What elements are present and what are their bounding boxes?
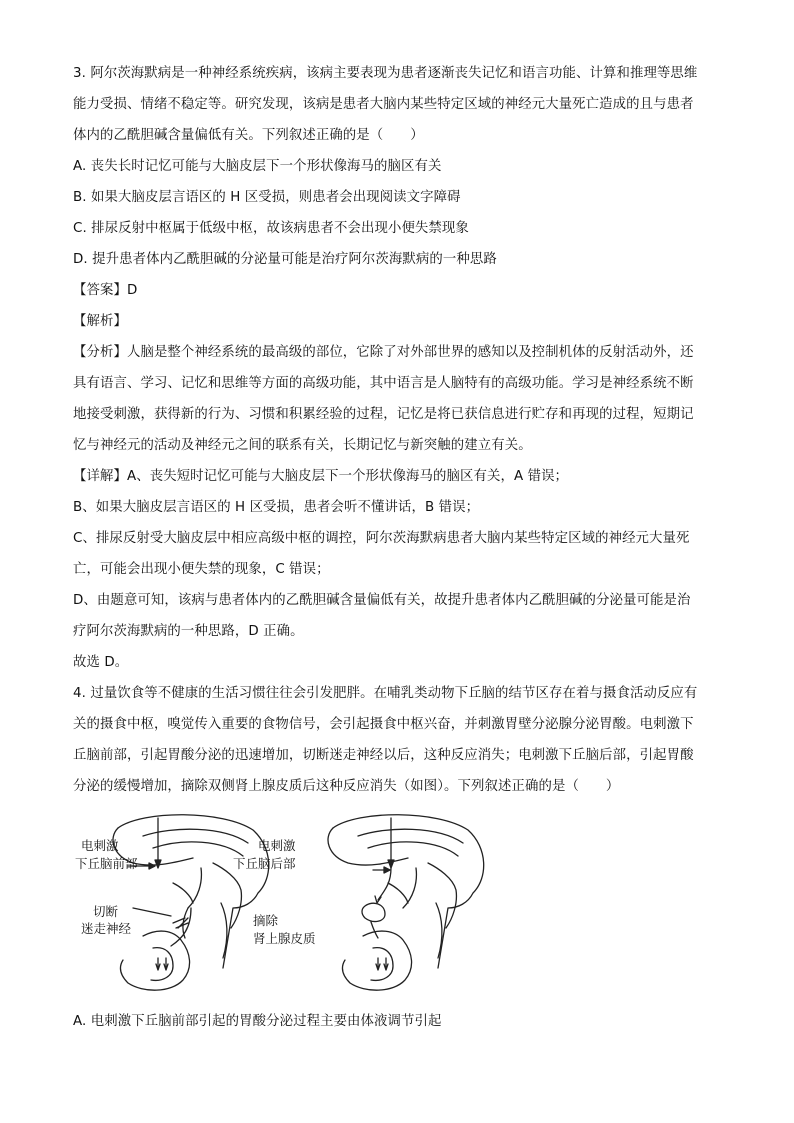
option-b: B. 如果大脑皮层言语区的 H 区受损，则患者会出现阅读文字障碍	[73, 190, 461, 205]
option-a: A. 电刺激下丘脑前部引起的胃酸分泌过程主要由体液调节引起	[73, 1014, 442, 1029]
detail-line: B、如果大脑皮层言语区的 H 区受损，患者会听不懂讲话，B 错误；	[73, 500, 480, 515]
answer-line: 【答案】D	[73, 283, 138, 298]
detail-line: D、由题意可知，该病与患者体内的乙酰胆碱含量偏低有关，故提升患者体内乙酰胆碱的分泌量可能是治	[73, 593, 691, 608]
detail-line: 【详解】A、丧失短时记忆可能与大脑皮层下一个形状像海马的脑区有关，A 错误；	[73, 469, 569, 484]
document-page	[73, 58, 723, 1037]
figure-label-left-2b: 迷走神经	[81, 921, 132, 936]
question-3	[73, 58, 723, 678]
question-stem-line: 分泌的缓慢增加，摘除双侧肾上腺皮质后这种反应消失（如图）。下列叙述正确的是（ ）	[73, 779, 620, 794]
option-c: C. 排尿反射中枢属于低级中枢，故该病患者不会出现小便失禁现象	[73, 221, 469, 236]
analysis-line: 忆与神经元的活动及神经元之间的联系有关，长期记忆与新突触的建立有关。	[73, 438, 532, 453]
figure-label-right-1a: 电刺激	[258, 838, 296, 853]
question-stem-line: 体内的乙酰胆碱含量偏低有关。下列叙述正确的是（ ）	[73, 128, 424, 143]
analysis-line: 【分析】人脑是整个神经系统的最高级的部位，它除了对外部世界的感知以及控制机体的反射活动外，还	[73, 345, 694, 360]
question-4	[73, 678, 723, 1037]
question-stem-line: 4. 过量饮食等不健康的生活习惯往往会引发肥胖。在哺乳类动物下丘脑的结节区存在着与摄食活动反应有	[73, 686, 698, 701]
brain-stomach-figure	[73, 808, 723, 998]
right-brain-diagram	[328, 815, 484, 990]
figure-label-right-1b: 下丘脑后部	[233, 856, 296, 871]
detail-line: 故选 D。	[73, 655, 129, 670]
question-stem-line: 能力受损、情绪不稳定等。研究发现，该病是患者大脑内某些特定区域的神经元大量死亡造成的且与患者	[73, 97, 694, 112]
brain-diagram-illustration	[73, 808, 533, 998]
analysis-line: 地接受刺激，获得新的行为、习惯和积累经验的过程，记忆是将已获信息进行贮存和再现的过程，短期记	[73, 407, 694, 422]
detail-line: 亡，可能会出现小便失禁的现象，C 错误；	[73, 562, 330, 577]
question-stem-line: 3. 阿尔茨海默病是一种神经系统疾病，该病主要表现为患者逐渐丧失记忆和语言功能、计算和推理等思维	[73, 66, 698, 81]
analysis-heading: 【解析】	[73, 314, 127, 329]
figure-label-left-1a: 电刺激	[81, 838, 119, 853]
detail-line: C、排尿反射受大脑皮层中相应高级中枢的调控，阿尔茨海默病患者大脑内某些特定区域的神经元大量死	[73, 531, 690, 546]
left-brain-diagram	[113, 815, 269, 990]
question-stem-line: 丘脑前部，引起胃酸分泌的迅速增加，切断迷走神经以后，这种反应消失；电刺激下丘脑后部，引起胃酸	[73, 748, 694, 763]
option-d: D. 提升患者体内乙酰胆碱的分泌量可能是治疗阿尔茨海默病的一种思路	[73, 252, 497, 267]
figure-label-right-2a: 摘除	[253, 913, 279, 928]
figure-label-right-2b: 肾上腺皮质	[253, 931, 316, 946]
detail-line: 疗阿尔茨海默病的一种思路，D 正确。	[73, 624, 304, 639]
question-stem-line: 关的摄食中枢，嗅觉传入重要的食物信号，会引起摄食中枢兴奋，并刺激胃壁分泌腺分泌胃酸。电刺激下	[73, 717, 694, 732]
option-a: A. 丧失长时记忆可能与大脑皮层下一个形状像海马的脑区有关	[73, 159, 442, 174]
figure-label-left-2a: 切断	[93, 904, 119, 919]
figure-label-left-1b: 下丘脑前部	[75, 856, 138, 871]
analysis-line: 具有语言、学习、记忆和思维等方面的高级功能，其中语言是人脑特有的高级功能。学习是神经系统不断	[73, 376, 694, 391]
